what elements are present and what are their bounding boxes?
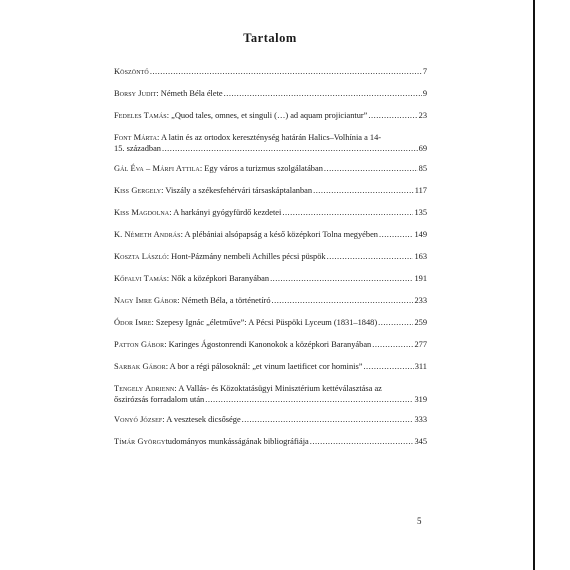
toc-author: Köszöntő [114, 67, 149, 76]
toc-entry-line [114, 229, 427, 240]
toc-page-number: 333 [414, 415, 427, 424]
dot-leader [372, 339, 413, 350]
toc-page-number: 277 [414, 340, 427, 349]
toc-title: : Viszály a székesfehérvári társaskáptalanban [161, 186, 313, 195]
dot-leader [313, 185, 414, 196]
toc-title: : Egy város a turizmus szolgálatában [199, 164, 323, 173]
toc-page-number: 85 [418, 164, 427, 173]
toc-author: Fedeles Tamás [114, 111, 167, 120]
toc-entry-last-line [114, 143, 427, 154]
toc-author: Font Márta [114, 133, 158, 142]
toc-entry [114, 207, 427, 218]
toc-title: : A Vallás- és Közoktatásügyi Minisztérium kettéválasztása az [174, 384, 382, 393]
dot-leader [327, 251, 414, 262]
toc-author: K. Németh András [114, 230, 181, 239]
toc-page-number: 69 [418, 144, 427, 153]
toc-entry [114, 317, 427, 328]
dot-leader [150, 66, 422, 77]
toc-title: : A plébániai alsópapság a késő középkori Tolna megyében [180, 230, 378, 239]
page-number: 5 [417, 516, 422, 526]
toc-entry-last-line [114, 394, 427, 405]
dot-leader [242, 414, 414, 425]
toc-entry-line [114, 361, 427, 372]
dot-leader [224, 88, 422, 99]
toc-title-continuation: őszirózsás forradalom után [114, 395, 205, 404]
dot-leader [363, 361, 413, 372]
toc-title: : Hont-Pázmány nembeli Achilles pécsi püspök [166, 252, 326, 261]
toc-author: Kőfalvi Tamás [114, 274, 167, 283]
toc-page-number: 345 [414, 437, 427, 446]
toc-entry [114, 383, 427, 405]
toc-author: Kiss Magdolna [114, 208, 170, 217]
dot-leader [324, 163, 418, 174]
toc-author: Gál Éva – Márfi Attila [114, 164, 200, 173]
toc-author: Tímár György [114, 437, 166, 446]
toc-page-number: 191 [414, 274, 427, 283]
toc-entry-line [114, 339, 427, 350]
toc-page-number: 117 [414, 186, 427, 195]
toc-author: Kiss Gergely [114, 186, 162, 195]
dot-leader [162, 143, 418, 154]
table-of-contents [114, 66, 427, 458]
toc-title: : Németh Béla élete [156, 89, 223, 98]
toc-page-number: 163 [414, 252, 427, 261]
toc-entry [114, 361, 427, 372]
toc-author: Nagy Imre Gábor [114, 296, 178, 305]
toc-page-number: 233 [414, 296, 427, 305]
toc-author: Borsy Judit [114, 89, 157, 98]
toc-author: Sarbak Gábor [114, 362, 166, 371]
toc-page-number: 9 [422, 89, 427, 98]
toc-entry [114, 132, 427, 154]
toc-entry [114, 295, 427, 306]
toc-entry-line [114, 414, 427, 425]
toc-entry [114, 339, 427, 350]
toc-entry [114, 66, 427, 77]
toc-title-continuation: 15. században [114, 144, 161, 153]
toc-entry-line [114, 163, 427, 174]
toc-entry-line [114, 317, 427, 328]
toc-entry [114, 273, 427, 284]
toc-entry-line [114, 207, 427, 218]
toc-entry-line [114, 88, 427, 99]
toc-page-number: 135 [414, 208, 427, 217]
toc-page-number: 259 [414, 318, 427, 327]
page-title: Tartalom [243, 31, 297, 45]
toc-entry [114, 436, 427, 447]
toc-entry-line [114, 273, 427, 284]
toc-entry-line [114, 251, 427, 262]
toc-author: Patton Gábor [114, 340, 165, 349]
toc-entry [114, 414, 427, 425]
toc-title: : A harkányi gyógyfürdő kezdetei [169, 208, 282, 217]
toc-entry-first-line [114, 132, 427, 143]
toc-title: : Szepesy Ignác „életműve”: A Pécsi Püspöki Lyceum (1831–1848) [151, 318, 378, 327]
toc-page-number: 7 [422, 67, 427, 76]
toc-entry [114, 251, 427, 262]
toc-author: Ódor Imre [114, 318, 152, 327]
dot-leader [272, 295, 414, 306]
toc-entry-line [114, 66, 427, 77]
toc-entry [114, 88, 427, 99]
dot-leader [310, 436, 414, 447]
toc-title: : A vesztesek dicsősége [162, 415, 241, 424]
toc-title: : Karinges Ágostonrendi Kanonokok a középkori Baranyában [164, 340, 372, 349]
dot-leader [270, 273, 413, 284]
toc-entry-line [114, 110, 427, 121]
toc-entry-line [114, 185, 427, 196]
toc-entry [114, 110, 427, 121]
toc-entry [114, 185, 427, 196]
toc-entry-line [114, 295, 427, 306]
toc-author: Tengely Adrienn [114, 384, 175, 393]
toc-author: Vonyó József [114, 415, 163, 424]
toc-title: : Németh Béla, a történetíró [177, 296, 271, 305]
toc-title: tudományos munkásságának bibliográfiája [165, 437, 309, 446]
toc-page-number: 23 [418, 111, 427, 120]
toc-page-number: 311 [414, 362, 427, 371]
toc-entry [114, 229, 427, 240]
toc-entry [114, 163, 427, 174]
toc-title: : A bor a régi pálosoknál: „et vinum laetificet cor hominis” [165, 362, 363, 371]
toc-title: : A latin és az ortodox kereszténység határán Halics–Volhínia a 14- [157, 133, 382, 142]
dot-leader [282, 207, 413, 218]
dot-leader [205, 394, 413, 405]
dot-leader [379, 229, 413, 240]
dot-leader [378, 317, 413, 328]
toc-entry-first-line [114, 383, 427, 394]
page-edge-line [533, 0, 535, 570]
toc-title: : Nők a középkori Baranyában [166, 274, 270, 283]
toc-page-number: 149 [414, 230, 427, 239]
toc-author: Koszta László [114, 252, 167, 261]
toc-entry-line [114, 436, 427, 447]
toc-page-number: 319 [414, 395, 427, 404]
dot-leader [368, 110, 417, 121]
toc-title: : „Quod tales, omnes, et singuli (…) ad aquam projiciantur” [166, 111, 368, 120]
